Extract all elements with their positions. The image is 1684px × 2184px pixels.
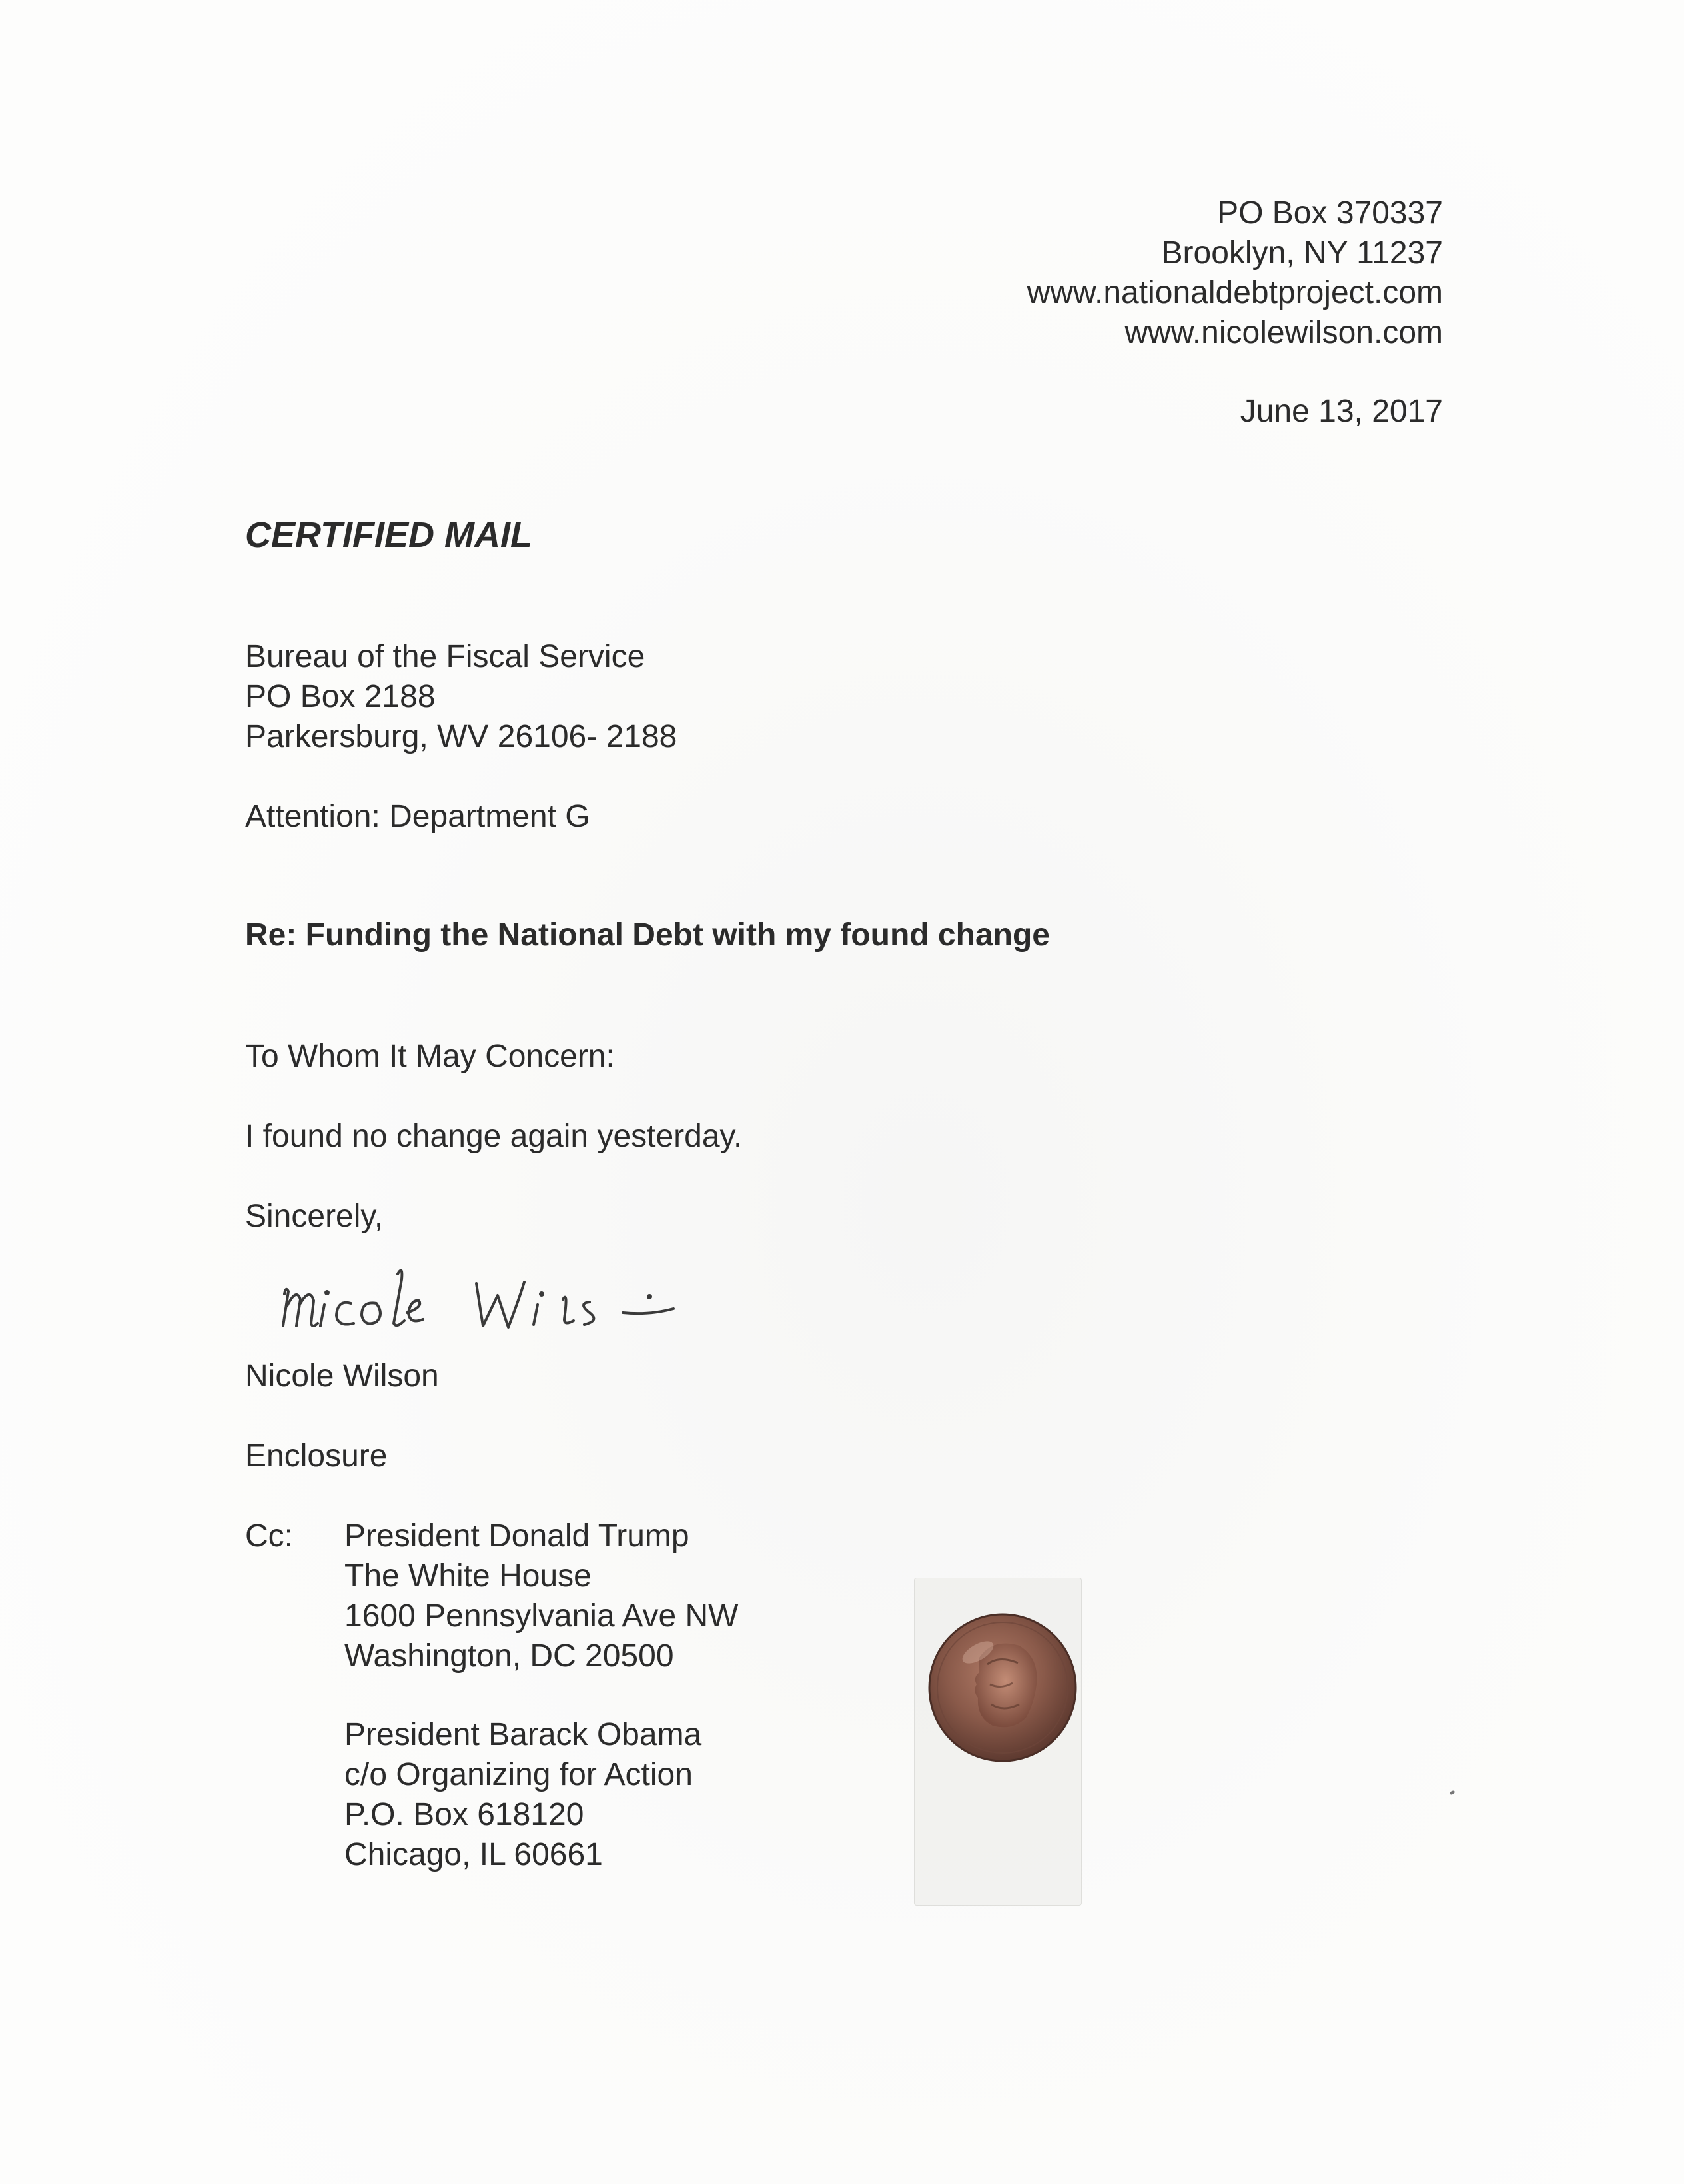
cc-line: P.O. Box 618120	[344, 1797, 584, 1832]
recipient-line: Parkersburg, WV 26106- 2188	[245, 719, 677, 754]
cc-line: c/o Organizing for Action	[344, 1757, 693, 1792]
penny-coin-icon	[926, 1611, 1079, 1764]
cc-recipient-obama	[344, 1715, 701, 1875]
handwritten-signature	[276, 1259, 689, 1339]
recipient-address	[245, 637, 677, 757]
recipient-line: PO Box 2188	[245, 679, 436, 714]
enclosure-note: Enclosure	[245, 1438, 388, 1474]
cc-recipient-trump	[344, 1516, 738, 1676]
sender-website-link: www.nicolewilson.com	[1124, 315, 1443, 350]
subject-line: Re: Funding the National Debt with my found change	[245, 917, 1050, 953]
attention-line: Attention: Department G	[245, 799, 590, 834]
cc-label: Cc:	[245, 1518, 293, 1554]
closing: Sincerely,	[245, 1199, 384, 1234]
letter-body: I found no change again yesterday.	[245, 1119, 743, 1154]
sender-website-link: www.nationaldebtproject.com	[1027, 275, 1443, 310]
cc-line: President Donald Trump	[344, 1518, 689, 1554]
cc-line: Chicago, IL 60661	[344, 1837, 603, 1872]
letter-date: June 13, 2017	[1240, 394, 1443, 429]
cc-line: President Barack Obama	[344, 1717, 702, 1752]
signer-name: Nicole Wilson	[245, 1359, 439, 1394]
scan-speck	[1449, 1790, 1455, 1795]
sender-line: PO Box 370337	[1217, 195, 1443, 231]
cc-line: The White House	[344, 1558, 592, 1594]
sender-address	[1027, 193, 1443, 353]
cc-line: Washington, DC 20500	[344, 1638, 674, 1674]
certified-mail-heading: CERTIFIED MAIL	[245, 515, 532, 555]
cc-line: 1600 Pennsylvania Ave NW	[344, 1598, 739, 1634]
salutation: To Whom It May Concern:	[245, 1039, 615, 1074]
recipient-line: Bureau of the Fiscal Service	[245, 639, 645, 674]
sender-line: Brooklyn, NY 11237	[1161, 235, 1443, 271]
